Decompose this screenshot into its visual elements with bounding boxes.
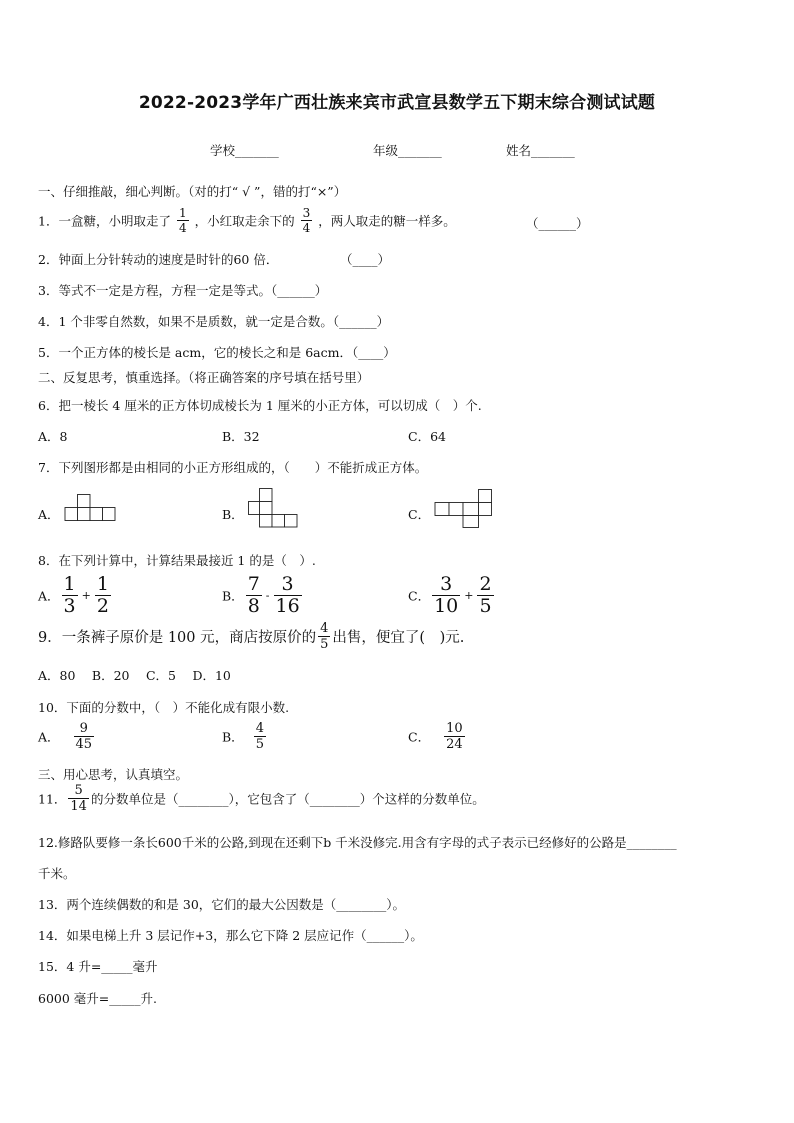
section3-heading: 三、用心思考，认真填空。 bbox=[38, 767, 189, 782]
fraction: $\frac{3}{10}$ bbox=[434, 573, 459, 617]
fraction: $\frac{4}{5}$ bbox=[255, 721, 264, 752]
fraction: $\frac{4}{5}$ bbox=[320, 621, 329, 652]
fraction: $\frac{3}{4}$ bbox=[302, 206, 311, 235]
question-13: 13．两个连续偶数的和是 30，它们的最大公因数是（________）。 bbox=[38, 897, 406, 912]
fraction: $\frac{2}{5}$ bbox=[479, 573, 492, 617]
school-field[interactable]: 学校_______ bbox=[210, 143, 279, 158]
question-3: 3．等式不一定是方程，方程一定是等式。（______） bbox=[38, 283, 328, 298]
q10-option-a[interactable]: A． $\frac{9}{45}$ bbox=[38, 721, 93, 752]
fraction: $\frac{10}{24}$ bbox=[446, 721, 463, 752]
question-2: 2．钟面上分针转动的速度是时针的60 倍． bbox=[38, 252, 279, 267]
q8-option-c[interactable]: C． $\frac{3}{10}$ + $\frac{2}{5}$ bbox=[408, 573, 492, 617]
fraction: $\frac{1}{4}$ bbox=[178, 206, 187, 235]
section1-heading: 一、仔细推敲，细心判断。（对的打“ √ ”，错的打“×”） bbox=[38, 184, 347, 199]
fraction: $\frac{1}{3}$ bbox=[63, 573, 76, 617]
answer-blank-2[interactable]: （____） bbox=[340, 252, 391, 267]
question-1: 1．一盒糖，小明取走了 $\frac{1}{4}$ ，小红取走余下的 $\frac{3}{4}$ ，两人取走的糖一样多。 bbox=[38, 206, 456, 235]
question-4: 4．1 个非零自然数，如果不是质数，就一定是合数。（______） bbox=[38, 314, 390, 329]
question-10: 10．下面的分数中，（ ）不能化成有限小数. bbox=[38, 700, 290, 715]
question-14: 14．如果电梯上升 3 层记作+3，那么它下降 2 层应记作（______）。 bbox=[38, 928, 423, 943]
q7-option-b[interactable]: B． bbox=[222, 507, 244, 522]
answer-blank-1[interactable]: （______） bbox=[526, 216, 589, 231]
grade-field[interactable]: 年级_______ bbox=[373, 143, 442, 158]
question-11: 11． $\frac{5}{14}$ 的分数单位是（________），它包含了（________）个这样的分数单位。 bbox=[38, 783, 485, 814]
fraction: $\frac{9}{45}$ bbox=[75, 721, 93, 752]
q8-option-b[interactable]: B． $\frac{7}{8}$ - $\frac{3}{16}$ bbox=[222, 573, 300, 617]
q7-option-a[interactable]: A． bbox=[38, 507, 60, 522]
q9-options[interactable]: A．80 B．20 C．5 D．10 bbox=[38, 668, 231, 683]
question-12-cont: 千米。 bbox=[38, 866, 76, 881]
question-15-cont: 6000 毫升=_____升. bbox=[38, 991, 157, 1006]
question-9: 9．一条裤子原价是 100 元，商店按原价的 $\frac{4}{5}$ 出售，便宜了( )元. bbox=[38, 621, 465, 652]
cube-net-c-icon bbox=[434, 489, 494, 529]
question-6: 6．把一棱长 4 厘米的正方体切成棱长为 1 厘米的小正方体，可以切成（ ）个. bbox=[38, 398, 482, 413]
question-7: 7．下列图形都是由相同的小正方形组成的，（ ）不能折成正方体。 bbox=[38, 460, 428, 475]
cube-net-b-icon bbox=[248, 488, 300, 528]
q6-option-b[interactable]: B．32 bbox=[222, 429, 260, 444]
section2-heading: 二、反复思考，慎重选择。（将正确答案的序号填在括号里） bbox=[38, 370, 370, 385]
q10-option-b[interactable]: B． $\frac{4}{5}$ bbox=[222, 721, 264, 752]
question-8: 8．在下列计算中，计算结果最接近 1 的是（ ）. bbox=[38, 553, 316, 568]
fraction: $\frac{3}{16}$ bbox=[275, 573, 300, 617]
fraction: $\frac{5}{14}$ bbox=[70, 783, 87, 814]
q6-option-a[interactable]: A．8 bbox=[38, 429, 68, 444]
cube-net-a-icon bbox=[64, 494, 118, 524]
question-15: 15．4 升=_____毫升 bbox=[38, 959, 158, 974]
q7-option-c[interactable]: C． bbox=[408, 507, 431, 522]
page-title: 2022-2023学年广西壮族来宾市武宣县数学五下期末综合测试试题 bbox=[138, 93, 656, 113]
fraction: $\frac{7}{8}$ bbox=[247, 573, 260, 617]
question-5: 5．一个正方体的棱长是 acm，它的棱长之和是 6acm．（____） bbox=[38, 345, 396, 360]
fraction: $\frac{1}{2}$ bbox=[96, 573, 109, 617]
q6-option-c[interactable]: C．64 bbox=[408, 429, 446, 444]
q10-option-c[interactable]: C． $\frac{10}{24}$ bbox=[408, 721, 463, 752]
question-12: 12.修路队要修一条长600千米的公路,到现在还剩下b 千米没修完.用含有字母的式子表示已经修好的公路是________ bbox=[38, 835, 677, 850]
name-field[interactable]: 姓名_______ bbox=[506, 143, 575, 158]
q8-option-a[interactable]: A． $\frac{1}{3}$ + $\frac{1}{2}$ bbox=[38, 573, 109, 617]
